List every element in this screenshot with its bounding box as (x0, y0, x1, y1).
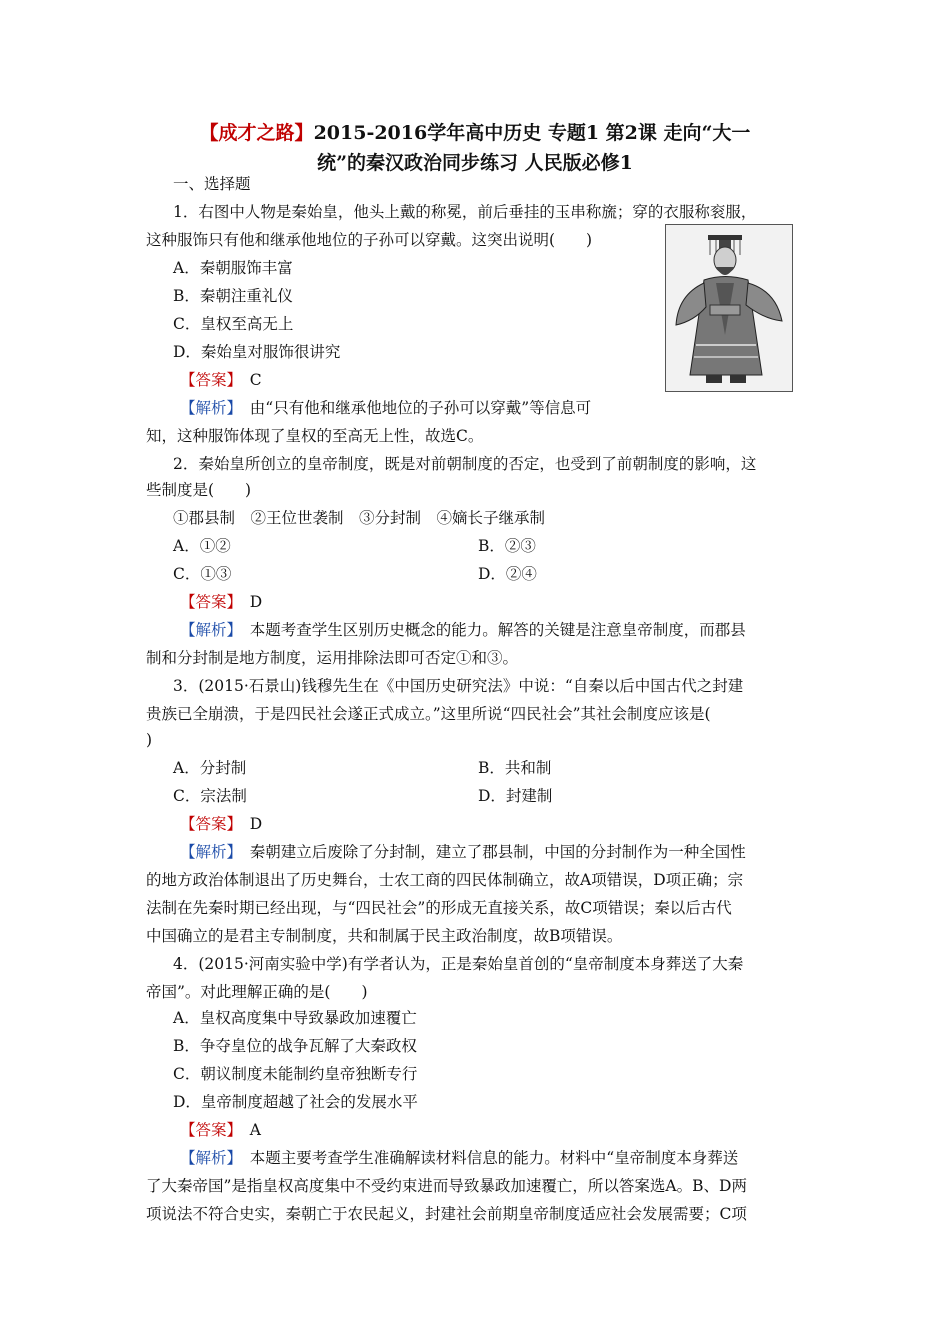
q1-stem-line2: 这种服饰只有他和继承他地位的子孙可以穿戴。这突出说明( ) (146, 231, 593, 249)
q3-option-a: A．分封制 (173, 759, 247, 777)
explanation-tag: 【解析】 (180, 621, 235, 639)
q4-stem-line1: 4．(2015·河南实验中学)有学者认为，正是秦始皇首创的“皇帝制度本身葬送了大秦 (173, 955, 744, 973)
q2-stem-line1: 2．秦始皇所创立的皇帝制度，既是对前朝制度的否定，也受到了前朝制度的影响，这 (173, 455, 757, 473)
emperor-figure-illustration (666, 225, 792, 391)
q4-option-c: C．朝议制度未能制约皇帝独断专行 (173, 1065, 418, 1083)
answer-value: D (249, 593, 263, 611)
q3-explanation-line3: 法制在先秦时期已经出现，与“四民社会”的形成无直接关系，故C项错误；秦以后古代 (146, 899, 732, 917)
q3-option-b: B．共和制 (478, 759, 552, 777)
answer-tag: 【答案】 (180, 593, 235, 611)
answer-value: C (249, 371, 262, 389)
q4-option-b: B．争夺皇位的战争瓦解了大秦政权 (173, 1037, 417, 1055)
explanation-tag: 【解析】 (180, 399, 235, 417)
answer-value: A (249, 1121, 261, 1139)
answer-tag: 【答案】 (180, 1121, 235, 1139)
q2-explanation-line1 (180, 619, 746, 641)
q2-option-c: C．①③ (173, 565, 232, 583)
q2-option-a: A．①② (173, 537, 231, 555)
q3-answer (180, 813, 262, 835)
q2-option-d: D．②④ (478, 565, 537, 583)
q1-option-a: A．秦朝服饰丰富 (173, 259, 293, 277)
explanation-tag: 【解析】 (180, 1149, 235, 1167)
q1-option-b: B．秦朝注重礼仪 (173, 287, 293, 305)
answer-tag: 【答案】 (180, 815, 235, 833)
explanation-tag: 【解析】 (180, 843, 235, 861)
title-text-line2: 统”的秦汉政治同步练习 人民版必修1 (317, 152, 633, 174)
q2-explanation-line2: 制和分封制是地方制度，运用排除法即可否定①和③。 (146, 649, 519, 667)
explanation-text: 本题考查学生区别历史概念的能力。解答的关键是注意皇帝制度，而郡县 (249, 621, 746, 639)
q3-stem-line2: 贵族已全崩溃，于是四民社会遂正式成立。”这里所说“四民社会”其社会制度应该是( (146, 705, 711, 723)
answer-tag: 【答案】 (180, 371, 235, 389)
q3-explanation-line2: 的地方政治体制退出了历史舞台，士农工商的四民体制确立，故A项错误，D项正确；宗 (146, 871, 744, 889)
q1-stem-line1: 1．右图中人物是秦始皇，他头上戴的称冕，前后垂挂的玉串称旒；穿的衣服称衮服， (173, 203, 757, 221)
explanation-text: 秦朝建立后废除了分封制，建立了郡县制，中国的分封制作为一种全国性 (249, 843, 746, 861)
q4-explanation-line2: 了大秦帝国”是指皇权高度集中不受约束进而导致暴政加速覆亡，所以答案选A。B、D两 (146, 1177, 747, 1195)
q4-answer (180, 1119, 261, 1141)
q1-answer (180, 369, 262, 391)
q1-explanation-line2: 知，这种服饰体现了皇权的至高无上性，故选C。 (146, 427, 484, 445)
explanation-text: 本题主要考查学生准确解读材料信息的能力。材料中“皇帝制度本身葬送 (249, 1149, 739, 1167)
q1-option-c: C．皇权至高无上 (173, 315, 294, 333)
q1-explanation-line1 (180, 397, 591, 419)
q3-option-c: C．宗法制 (173, 787, 247, 805)
q4-explanation-line3: 项说法不符合史实，秦朝亡于农民起义，封建社会前期皇帝制度适应社会发展需要；C项 (146, 1205, 747, 1223)
title-text-line1: 2015-2016学年高中历史 专题1 第2课 走向“大一 (313, 122, 751, 144)
q4-stem-line2: 帝国”。对此理解正确的是( ) (146, 983, 368, 1001)
q2-stem-line2: 些制度是( ) (146, 481, 252, 499)
q4-explanation-line1 (180, 1147, 738, 1169)
q2-items: ①郡县制 ②王位世袭制 ③分封制 ④嫡长子继承制 (173, 509, 546, 527)
q3-explanation-line4: 中国确立的是君主专制制度，共和制属于民主政治制度，故B项错误。 (146, 927, 623, 945)
q4-option-d: D．皇帝制度超越了社会的发展水平 (173, 1093, 418, 1111)
q2-option-b: B．②③ (478, 537, 536, 555)
explanation-text: 由“只有他和继承他地位的子孙可以穿戴”等信息可 (249, 399, 592, 417)
title-bracket: 【成才之路】 (199, 122, 314, 144)
q3-stem-line1: 3．(2015·石景山)钱穆先生在《中国历史研究法》中说：“自秦以后中国古代之封建 (173, 677, 744, 695)
q4-option-a: A．皇权高度集中导致暴政加速覆亡 (173, 1009, 417, 1027)
q3-stem-line3: ) (146, 731, 153, 749)
q3-explanation-line1 (180, 841, 746, 863)
section-heading: 一、选择题 (173, 175, 251, 193)
qin-shi-huang-portrait (665, 224, 793, 392)
answer-value: D (249, 815, 263, 833)
q1-option-d: D．秦始皇对服饰很讲究 (173, 343, 341, 361)
q2-answer (180, 591, 262, 613)
q3-option-d: D．封建制 (478, 787, 553, 805)
page-title (120, 118, 830, 178)
